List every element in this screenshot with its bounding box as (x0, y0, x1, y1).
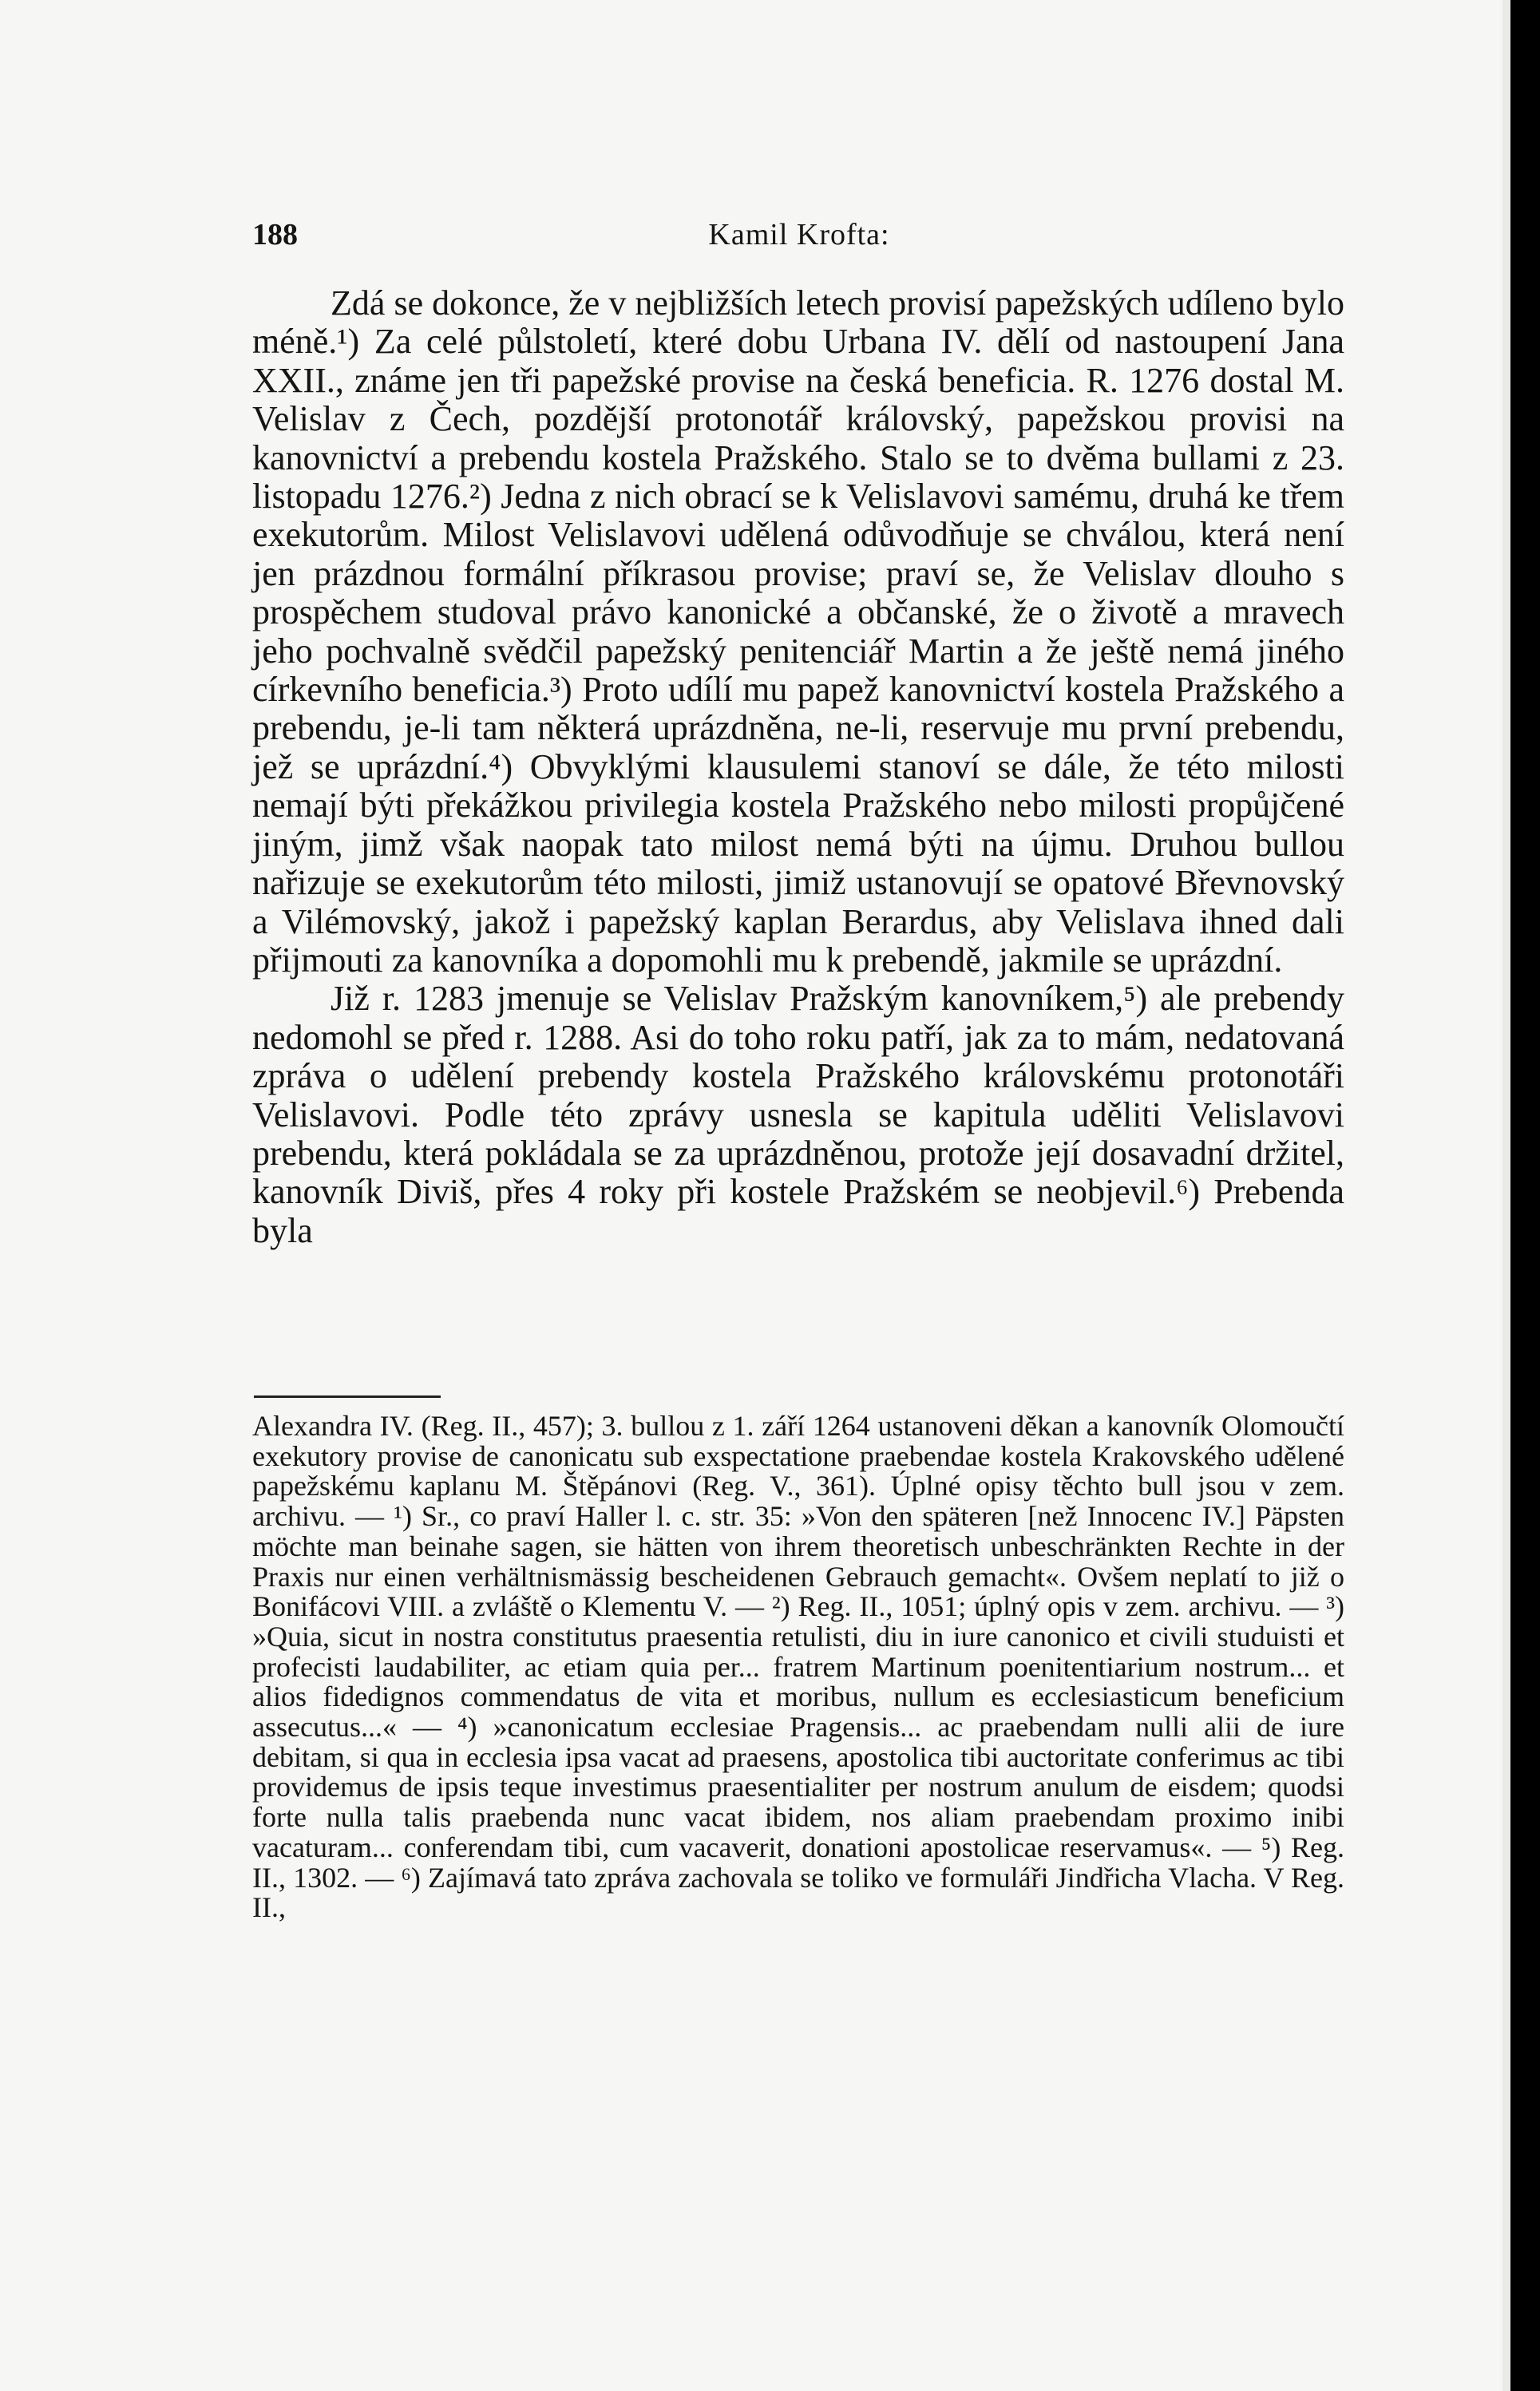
page-edge (1502, 0, 1510, 2391)
running-head-title: Kamil Krofta: (708, 218, 890, 251)
footnote-rule (254, 1395, 441, 1398)
footnotes (252, 1411, 1344, 1923)
paragraph-1: Zdá se dokonce, že v nejbližších letech provisí papežských udíleno bylo méně.¹) Za celé půlstoletí, které dobu Urbana IV. dělí od nastoupení Jana XXII., známe jen tři papežské provise na česká beneficia. R. 1276 dostal M. Velislav z Čech, pozdější protonotář královský, papežskou provisi na kanovnictví a prebendu kostela Pražského. Stalo se to dvěma bullami z 23. listopadu 1276.²) Jedna z nich obrací se k Velislavovi samému, druhá ke třem exekutorům. Milost Velislavovi udělená odůvodňuje se chválou, která není jen prázdnou formální příkrasou provise; praví se, že Velislav dlouho s prospěchem studoval právo kanonické a občanské, že o životě a mravech jeho pochvalně svědčil papežský penitenciář Martin a že ještě nemá jiného církevního beneficia.³) Proto udílí mu papež kanovnictví kostela Pražského a prebendu, je-li tam některá uprázdněna, ne-li, reservuje mu první prebendu, jež se uprázdní.⁴) Obvyklými klausulemi stanoví se dále, že této milosti nemají býti překážkou privilegia kostela Pražského nebo milosti propůjčené jiným, jimž však naopak tato milost nemá býti na újmu. Druhou bullou nařizuje se exekutorům této milosti, jimiž ustanovují se opatové Břevnovský a Vilémovský, jakož i papežský kaplan Berardus, aby Velislava ihned dali přijmouti za kanovníka a dopomohli mu k prebendě, jakmile se uprázdní. (252, 283, 1344, 980)
paragraph-2: Již r. 1283 jmenuje se Velislav Pražským kanovníkem,⁵) ale prebendy nedomohl se před r. 1288. Asi do toho roku patří, jak za to mám, nedatovaná zpráva o udělení prebendy kostela Pražského královskému protonotáři Velislavovi. Podle této zprávy usnesla se kapitula uděliti Velislavovi prebendu, která pokládala se za uprázdněnou, protože její dosavadní držitel, kanovník Diviš, přes 4 roky při kostele Pražském se neobjevil.⁶) Prebenda byla (252, 979, 1344, 1250)
page-number: 188 (252, 218, 298, 251)
main-text (252, 284, 1344, 1250)
running-header (252, 217, 1346, 257)
footnote-text: Alexandra IV. (Reg. II., 457); 3. bullou z 1. září 1264 ustanoveni děkan a kanovník Olomoučtí exekutory provise de canonicatu sub exspectatione praebendae kostela Krakovského udělené papežskému kaplanu M. Štěpánovi (Reg. V., 361). Úplné opisy těchto bull jsou v zem. archivu. — ¹) Sr., co praví Haller l. c. str. 35: »Von den späteren [než Innocenc IV.] Päpsten möchte man beinahe sagen, sie hätten von ihrem theoretisch unbeschränkten Rechte in der Praxis nur einen verhältnismässig bescheidenen Gebrauch gemacht«. Ovšem neplatí to již o Bonifácovi VIII. a zvláště o Klementu V. — ²) Reg. II., 1051; úplný opis v zem. archivu. — ³) »Quia, sicut in nostra constitutus praesentia retulisti, diu in iure canonico et civili studuisti et profecisti laudabiliter, ac etiam quia per... fratrem Martinum poenitentiarium nostrum... et alios fidedignos commendatus de vita et moribus, nullum es ecclesiasticum beneficium assecutus...« — ⁴) »canonicatum ecclesiae Pragensis... ac praebendam nulli alii de iure debitam, si qua in ecclesia ipsa vacat ad praesens, apostolica tibi auctoritate conferimus ac tibi providemus de ipsis teque investimus praesentialiter per nostrum anulum de eisdem; quodsi forte nulla talis praebenda nunc vacat ibidem, nos aliam praebendam proximo inibi vacaturam... conferendam tibi, cum vacaverit, donationi apostolicae reservamus«. — ⁵) Reg. II., 1302. — ⁶) Zajímavá tato zpráva zachovala se toliko ve formuláři Jindřicha Vlacha. V Reg. II., (252, 1410, 1344, 1924)
